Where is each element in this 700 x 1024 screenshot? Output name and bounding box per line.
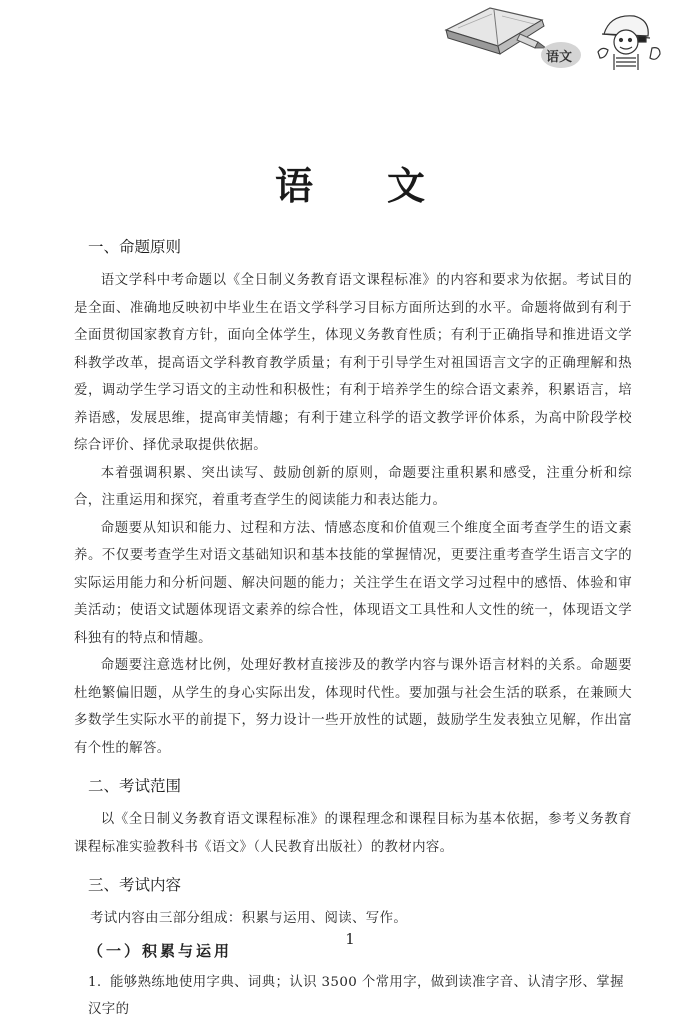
pencil-icon <box>517 34 546 48</box>
paragraph: 命题要注意选材比例，处理好教材直接涉及的教学内容与课外语言材料的关系。命题要杜绝繁偏旧题，从学生的身心实际出发，体现时代性。要加强与社会生活的联系，在兼顾大多数学生实际水平的前提下，努力设计一些开放性的试题，鼓励学生发表独立见解，作出富有个性的解答。 <box>74 658 632 756</box>
section-heading: 二、考试范围 <box>88 777 182 795</box>
paragraph: 命题要从知识和能力、过程和方法、情感态度和价值观三个维度全面考查学生的语文素养。不仅要考查学生对语文基础知识和基本技能的掌握情况，更要注重考查学生语言文字的实际运用能力和分析问题、解决问题的能力；关注学生在语文学习过程中的感悟、体验和审美活动；使语文试题体现语文素养的综合性，体现语文工具性和人文性的统一，体现语文学科独有的特点和情趣。 <box>74 520 632 646</box>
subject-badge: 语文 <box>546 50 573 65</box>
list-item <box>88 969 632 1024</box>
subsection-heading: （一）积累与运用 <box>88 941 233 960</box>
section-heading: 一、命题原则 <box>88 238 182 256</box>
paragraph: 以《全日制义务教育语文课程标准》的课程理念和课程目标为基本依据，参考义务教育课程标准实验教科书《语文》（人民教育出版社）的教材内容。 <box>74 812 632 855</box>
page-title: 语文 <box>274 164 499 208</box>
cartoon-boy-icon <box>598 16 660 70</box>
paragraph: 本着强调积累、突出读写、鼓励创新的原则，命题要注重积累和感受，注重分析和综合，注重运用和探究，着重考查学生的阅读能力和表达能力。 <box>74 465 632 508</box>
section-heading: 三、考试内容 <box>88 876 182 894</box>
paragraph: 语文学科中考命题以《全日制义务教育语文课程标准》的内容和要求为依据。考试目的是全面、准确地反映初中毕业生在语文学科学习目标方面所达到的水平。命题将做到有利于全面贯彻国家教育方针，面向全体学生，体现义务教育性质；有利于正确指导和推进语文学科教学改革，提高语文学科教育教学质量；有利于引导学生对祖国语言文字的正确理解和热爱，调动学生学习语文的主动性和积极性；有利于培养学生的综合语文素养，积累语言，培养语感，发展思维，提高审美情趣；有利于建立科学的语文教学评价体系，为高中阶段学校综合评价、择优录取提供依据。 <box>74 273 632 453</box>
header-decoration <box>438 2 700 70</box>
page-number: 1 <box>345 930 355 948</box>
document-body <box>74 233 632 1024</box>
paragraph: 考试内容由三部分组成：积累与运用、阅读、写作。 <box>90 911 408 926</box>
list-item-number: 1. <box>88 974 102 990</box>
list-item-text: 能够熟练地使用字典、词典；认识 3500 个常用字，做到读准字音、认清字形、掌握汉字的 <box>88 974 624 1017</box>
